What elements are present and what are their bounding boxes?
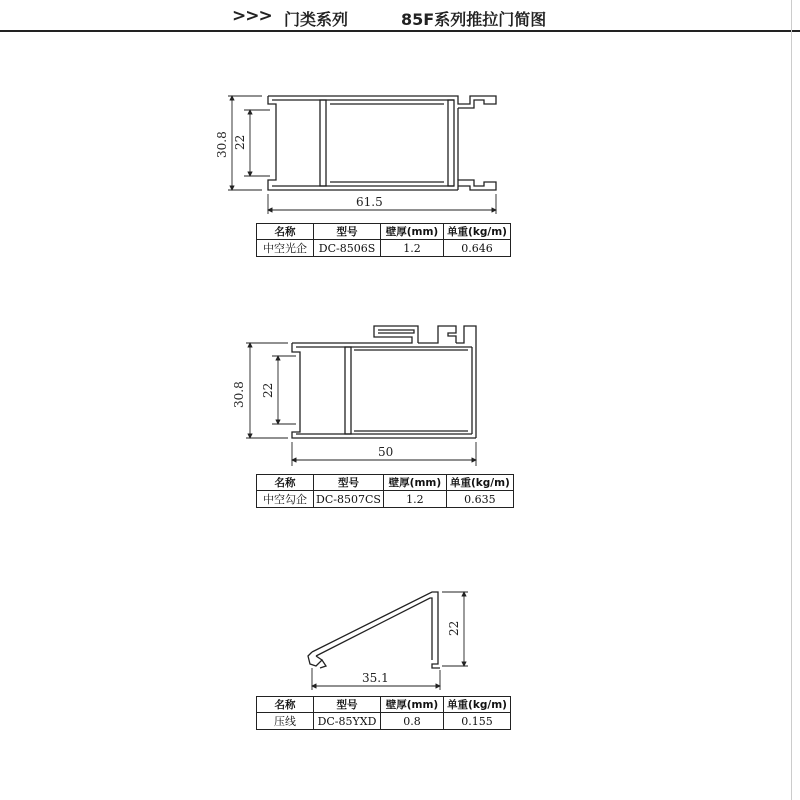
profile-1-inner-label: 22 [233, 134, 247, 150]
profile-1-width-label: 61.5 [356, 195, 383, 209]
table-row [257, 491, 514, 508]
cell-model: DC-85YXD [314, 713, 381, 730]
profile-2-inner-label: 22 [261, 382, 275, 398]
header-model: 型号 [314, 475, 384, 491]
header-name: 名称 [257, 224, 314, 240]
table-header-row [257, 475, 514, 491]
header-weight: 单重(kg/m) [444, 224, 511, 240]
profile-2-spec-table [256, 474, 514, 508]
chevron-icon: >>> [232, 6, 272, 26]
header-name: 名称 [257, 697, 314, 713]
header-weight: 单重(kg/m) [444, 697, 511, 713]
cell-thickness: 1.2 [383, 491, 446, 508]
cell-name: 中空勾企 [257, 491, 314, 508]
category-label: 门类系列 [284, 10, 349, 29]
cell-model: DC-8507CS [314, 491, 384, 508]
profile-1-spec-table [256, 223, 511, 257]
profile-3-width-label: 35.1 [362, 671, 389, 685]
cell-model: DC-8506S [314, 240, 381, 257]
table-header-row [257, 697, 511, 713]
cell-weight: 0.155 [444, 713, 511, 730]
cell-name: 中空光企 [257, 240, 314, 257]
profile-3-drawing [308, 592, 440, 668]
header-name: 名称 [257, 475, 314, 491]
profile-1-drawing [268, 96, 496, 190]
table-row [257, 240, 511, 257]
header-thickness: 壁厚(mm) [383, 475, 446, 491]
cell-thickness: 1.2 [381, 240, 444, 257]
profile-2-width-label: 50 [378, 445, 394, 459]
profile-2-drawing [292, 326, 476, 438]
cell-weight: 0.635 [446, 491, 513, 508]
table-header-row [257, 224, 511, 240]
header-thickness: 壁厚(mm) [381, 224, 444, 240]
profile-2-height-label: 30.8 [232, 381, 246, 408]
profile-2-dimensions [246, 343, 476, 466]
header-thickness: 壁厚(mm) [381, 697, 444, 713]
page-title: 85F系列推拉门简图 [401, 10, 547, 29]
header-model: 型号 [314, 697, 381, 713]
table-row [257, 713, 511, 730]
profile-1-height-label: 30.8 [215, 131, 229, 158]
header-weight: 单重(kg/m) [446, 475, 513, 491]
profile-3-spec-table [256, 696, 511, 730]
header-model: 型号 [314, 224, 381, 240]
cell-weight: 0.646 [444, 240, 511, 257]
profile-3-height-label: 22 [447, 620, 461, 636]
cell-name: 压线 [257, 713, 314, 730]
cell-thickness: 0.8 [381, 713, 444, 730]
